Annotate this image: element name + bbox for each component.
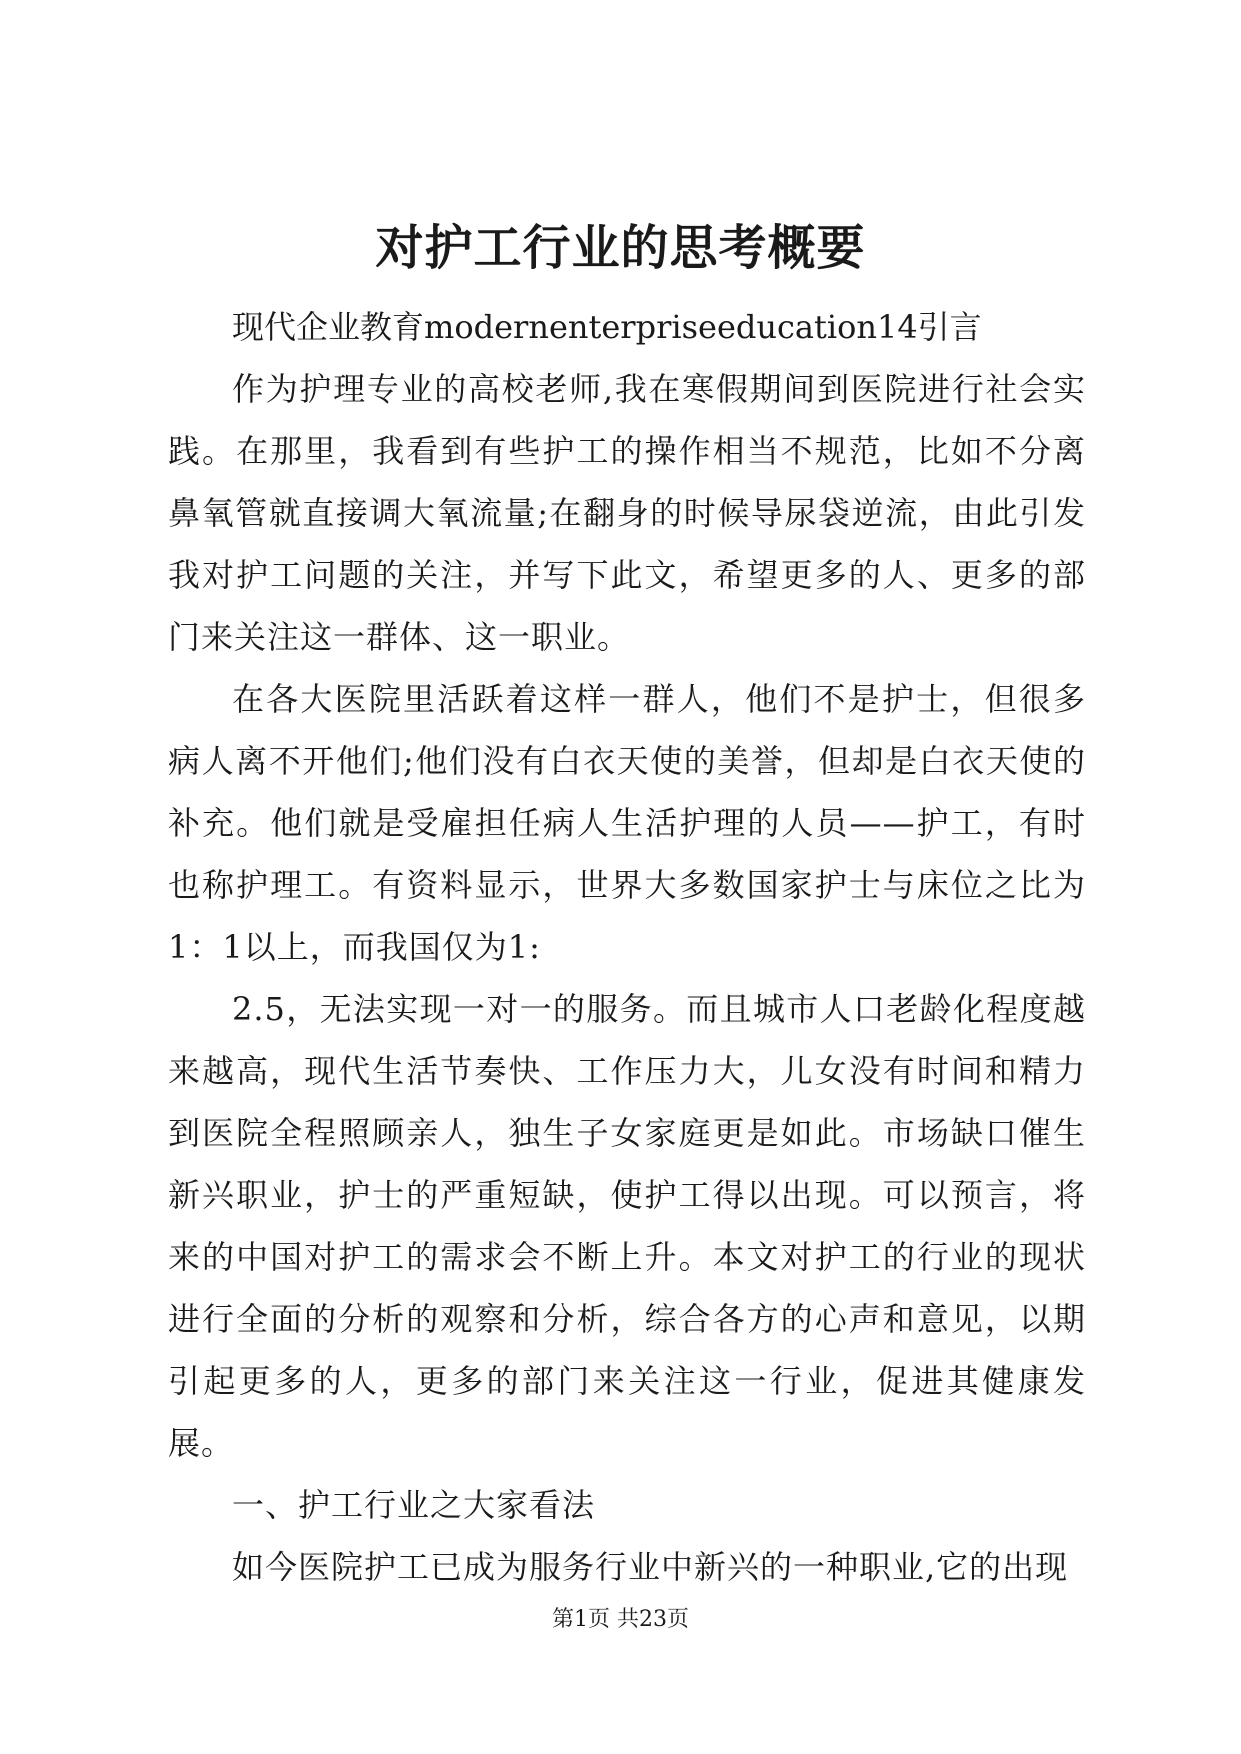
paragraph-2: 在各大医院里活跃着这样一群人，他们不是护士，但很多病人离不开他们;他们没有白衣天使的美誉，但却是白衣天使的补充。他们就是受雇担任病人生活护理的人员——护工，有时也称护理工。有资料显示，世界大多数国家护士与床位之比为1：1以上，而我国仅为1: xyxy=(168,680,1086,966)
paragraph-intro: 现代企业教育modernenterpriseeducation14引言 xyxy=(232,308,982,346)
paragraph-1: 作为护理专业的高校老师,我在寒假期间到医院进行社会实践。在那里，我看到有些护工的操作相当不规范，比如不分离鼻氧管就直接调大氧流量;在翻身的时候导尿袋逆流，由此引发我对护工问题的关注，并写下此文，希望更多的人、更多的部门来关注这一群体、这一职业。 xyxy=(168,370,1086,656)
document-body xyxy=(168,296,1086,1598)
paragraph-4: 如今医院护工已成为服务行业中新兴的一种职业,它的出现 xyxy=(232,1548,1069,1586)
page-footer: 第1页 共23页 xyxy=(552,1607,689,1632)
paragraph-3: 2.5，无法实现一对一的服务。而且城市人口老龄化程度越来越高，现代生活节奏快、工作压力大，儿女没有时间和精力到医院全程照顾亲人，独生子女家庭更是如此。市场缺口催生新兴职业，护士的严重短缺，使护工得以出现。可以预言，将来的中国对护工的需求会不断上升。本文对护工的行业的现状进行全面的分析的观察和分析，综合各方的心声和意见，以期引起更多的人，更多的部门来关注这一行业，促进其健康发展。 xyxy=(168,990,1086,1462)
section-heading: 一、护工行业之大家看法 xyxy=(232,1486,596,1524)
document-title: 对护工行业的思考概要 xyxy=(375,220,866,276)
